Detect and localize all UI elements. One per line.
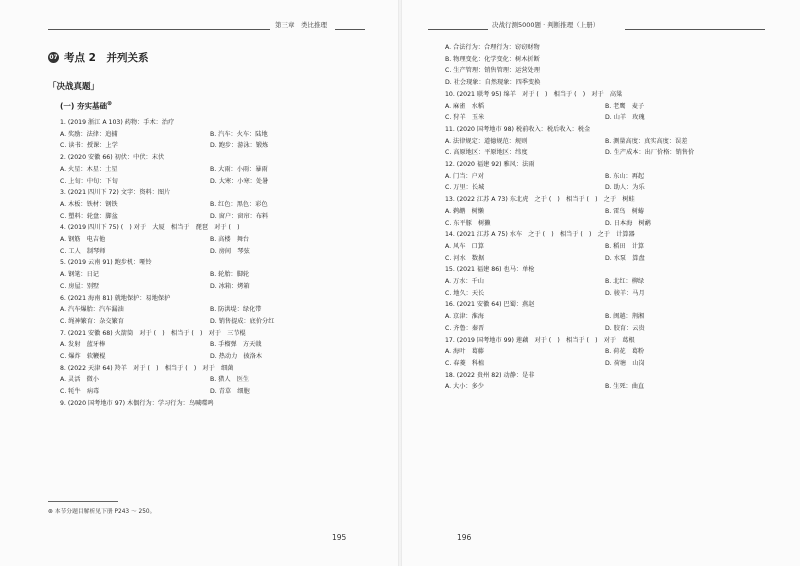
option-grid xyxy=(445,311,765,334)
question-option: B. 轮胎：脚轮 xyxy=(210,271,250,279)
question-option: C. 牦牛 病毒 xyxy=(60,388,100,396)
option-grid xyxy=(445,206,765,229)
header-rule-left xyxy=(428,29,488,30)
question-option: C. 上旬：中旬：下旬 xyxy=(60,177,118,185)
option-grid xyxy=(445,276,765,299)
question-option: D. 窗户：窗帘：布料 xyxy=(210,212,269,220)
section-number-icon: 07 xyxy=(49,54,58,61)
right-question-list xyxy=(445,42,765,393)
question-option: A. 合法行为：合理行为：窃窃财物 xyxy=(445,44,540,51)
question-option: C. 东平豚 树獭 xyxy=(445,219,491,227)
option-grid xyxy=(60,374,360,397)
option-grid xyxy=(60,339,360,362)
question-option: B. 大雨：小雨：暴雨 xyxy=(210,165,268,173)
question-option: C. 房屋：别墅 xyxy=(60,282,100,290)
question-option: A. 海叶 葛藤 xyxy=(445,348,484,356)
header-rule xyxy=(48,29,270,30)
question-option: C. 河水 数据 xyxy=(445,254,485,262)
section-title-text: 考点 2 并列关系 xyxy=(64,52,149,64)
option-grid xyxy=(445,171,765,194)
footnote: ⊛ 本节分题目解析见下册 P243 ～ 250。 xyxy=(48,509,156,515)
question-stem: 16. (2021 安徽 64) 巴蜀：燕赵 xyxy=(445,301,535,309)
question-stem: 11. (2020 国考地市 98) 税前收入：税后收入：税金 xyxy=(445,125,591,133)
question-option: C. 高原地区：平原地区：纬度 xyxy=(445,149,528,157)
page-number-left: 195 xyxy=(332,533,347,542)
question-stem: 7. (2021 安徽 68) 火箭筒 对于 ( ) 相当于 ( ) 对于 三节棍 xyxy=(60,329,246,337)
question-option: D. 房间 琴弦 xyxy=(210,247,250,255)
header-rule xyxy=(625,29,765,30)
question-stem: 15. (2021 福建 86) 也马：单枪 xyxy=(445,266,535,274)
question-option: A. 木板：铁材：钢铁 xyxy=(60,200,118,208)
subsection-title: 「决战真题」 xyxy=(48,82,100,92)
question-option: C. 爆炸 软鞭棍 xyxy=(60,353,106,361)
question-stem: 5. (2019 云南 91) 跑步机：哑铃 xyxy=(60,259,152,267)
question-option: D. 胶育：云贵 xyxy=(605,324,645,332)
question-stem: 12. (2020 福建 92) 雅风：法雨 xyxy=(445,161,535,169)
option-grid xyxy=(60,269,360,292)
category-title-text: (一) 夯实基础 xyxy=(60,101,107,111)
question-option: D. 山羊 玫瑰 xyxy=(605,114,645,122)
option-grid xyxy=(445,136,765,159)
question-option: C. 狩羊 玉米 xyxy=(445,114,485,122)
question-option: A. 法律规定：道德规范：规则 xyxy=(445,137,528,145)
question-option: D. 骏羊：马月 xyxy=(605,289,645,297)
question-option: C. 地久：天长 xyxy=(445,289,485,297)
question-option: A. 火星：木星：土星 xyxy=(60,165,118,173)
question-option: A. 奖励：法律：追捕 xyxy=(60,130,118,138)
question-option: B. 物理变化：化学变化：树木折断 xyxy=(445,55,540,63)
question-option: B. 防洪堤：绿化带 xyxy=(210,306,262,314)
question-stem: 2. (2020 安徽 66) 初伏：中伏：末伏 xyxy=(60,154,165,162)
question-option: B. 汽车：火车：陆地 xyxy=(210,130,268,138)
question-option: D. 大寒：小寒：处暑 xyxy=(210,177,269,185)
option-grid xyxy=(60,129,360,152)
question-option: A. 大小：多少 xyxy=(445,383,484,391)
question-stem: 3. (2021 四川下 72) 文字：资料：图片 xyxy=(60,189,171,197)
option-grid xyxy=(445,101,765,124)
question-option: D. 助人：为乐 xyxy=(605,184,645,192)
question-option: D. 荷塘 山岗 xyxy=(605,359,645,367)
question-option: D. 日本海 树鹬 xyxy=(605,219,651,227)
question-option: B. 生死：曲直 xyxy=(605,383,645,391)
option-grid xyxy=(60,234,360,257)
question-option: B. 稻田 计算 xyxy=(605,242,645,250)
question-option: D. 生产成本：出厂价格：销售价 xyxy=(605,149,695,157)
question-option: D. 销售提成：底价分红 xyxy=(210,317,275,325)
right-page xyxy=(400,0,800,566)
question-option: A. 京津：淮海 xyxy=(445,313,484,321)
question-option: A. 钢笔：日记 xyxy=(60,271,99,279)
question-option: B. 北红：柳绿 xyxy=(605,278,645,286)
question-option: D. 社会现象：自然现象：四季变换 xyxy=(445,79,541,87)
question-option: B. 东山：再起 xyxy=(605,172,645,180)
option-grid xyxy=(60,164,360,187)
question-option: B. 雷鸟 树蝽 xyxy=(605,207,645,215)
question-option: B. 测量高度：真实高度：误差 xyxy=(605,137,688,145)
question-option: D. 青草 细胞 xyxy=(210,388,250,396)
question-stem: 13. (2022 江苏 A 73) 东北虎 之于 ( ) 相当于 ( ) 之于 树蛙 xyxy=(445,196,635,204)
question-option: B. 手榴弹 方天戟 xyxy=(210,341,262,349)
question-option: C. 万里：长城 xyxy=(445,184,485,192)
category-title xyxy=(60,100,112,112)
footnote-rule xyxy=(48,501,118,502)
header-rule-right xyxy=(335,29,365,30)
question-option: B. 闽越：荆湘 xyxy=(605,313,645,321)
question-stem: 10. (2021 联考 95) 绵羊 对于 ( ) 相当于 ( ) 对于 高粱 xyxy=(445,90,623,98)
option-grid xyxy=(60,199,360,222)
question-option: C. 塑料：轮盘：脚盆 xyxy=(60,212,118,220)
question-option: C. 绳神繁育：杂交繁育 xyxy=(60,317,124,325)
question-stem: 9. (2020 国考地市 97) 木偶行为：学习行为：鸟喊喋鸣 xyxy=(60,399,214,407)
page-number-right: 196 xyxy=(457,533,472,542)
option-grid xyxy=(445,241,765,264)
question-option: B. 猎人 医生 xyxy=(210,376,250,384)
question-stem: 4. (2019 四川下 75) ( ) 对于 大厦 相当于 琵琶 对于 ( ) xyxy=(60,224,240,232)
question-option: A. 万水：千山 xyxy=(445,278,484,286)
question-option: D. 水泵 算盘 xyxy=(605,254,645,262)
section-title xyxy=(48,50,148,65)
chapter-header: 第三章 类比推理 xyxy=(275,21,327,29)
left-question-list xyxy=(60,117,360,410)
question-stem: 1. (2019 浙江 A 103) 药物：手术：治疗 xyxy=(60,119,175,126)
question-stem: 8. (2022 天津 64) 羚羊 对于 ( ) 相当于 ( ) 对于 细菌 xyxy=(60,364,234,372)
question-stem: 17. (2019 国考地市 99) 莲藕 对于 ( ) 相当于 ( ) 对于 葛根 xyxy=(445,336,635,344)
question-option: A. 麻雀 水稻 xyxy=(445,102,484,110)
question-option: A. 鹈鹕 树懒 xyxy=(445,207,484,215)
footnote-mark-icon: ⊛ xyxy=(106,100,112,107)
question-option: A. 风车 口算 xyxy=(445,242,484,250)
question-stem: 18. (2022 贵州 82) 动静：是非 xyxy=(445,371,535,379)
question-option: C. 齐鲁：秦晋 xyxy=(445,324,485,332)
question-option: A. 灵活 微小 xyxy=(60,376,99,384)
question-stem: 6. (2021 海南 81) 就地保护：易地保护 xyxy=(60,294,171,302)
question-option: B. 红色：黑色：彩色 xyxy=(210,200,268,208)
question-option: D. 冰箱：烤箱 xyxy=(210,282,250,290)
question-option: C. 春菱 科植 xyxy=(445,359,485,367)
question-option: D. 热动力 披洛木 xyxy=(210,353,263,361)
question-option: A. 门当：户对 xyxy=(445,172,484,180)
question-option: D. 跑步：游泳：锻炼 xyxy=(210,142,269,150)
question-option: A. 钢筋 电吉他 xyxy=(60,236,106,244)
option-grid xyxy=(445,381,765,393)
question-option: C. 生产管理：销售管理：运营处理 xyxy=(445,67,540,75)
question-option: B. 荷花 葛粉 xyxy=(605,348,645,356)
question-option: B. 高楼 舞台 xyxy=(210,236,250,244)
question-option: C. 工人 制琴师 xyxy=(60,247,106,255)
question-option: A. 汽车爆胎：汽车漏油 xyxy=(60,306,124,314)
option-grid xyxy=(60,304,360,327)
question-option: B. 老鹰 麦子 xyxy=(605,102,645,110)
book-header: 决战行测5000题 · 判断推理（上册） xyxy=(492,21,600,29)
option-grid xyxy=(445,346,765,369)
question-option: A. 发射 蓝牙棒 xyxy=(60,341,106,349)
question-option: C. 读书：授课：上学 xyxy=(60,142,118,150)
question-stem: 14. (2021 江苏 A 75) 水车 之于 ( ) 相当于 ( ) 之于 计算器 xyxy=(445,231,635,239)
